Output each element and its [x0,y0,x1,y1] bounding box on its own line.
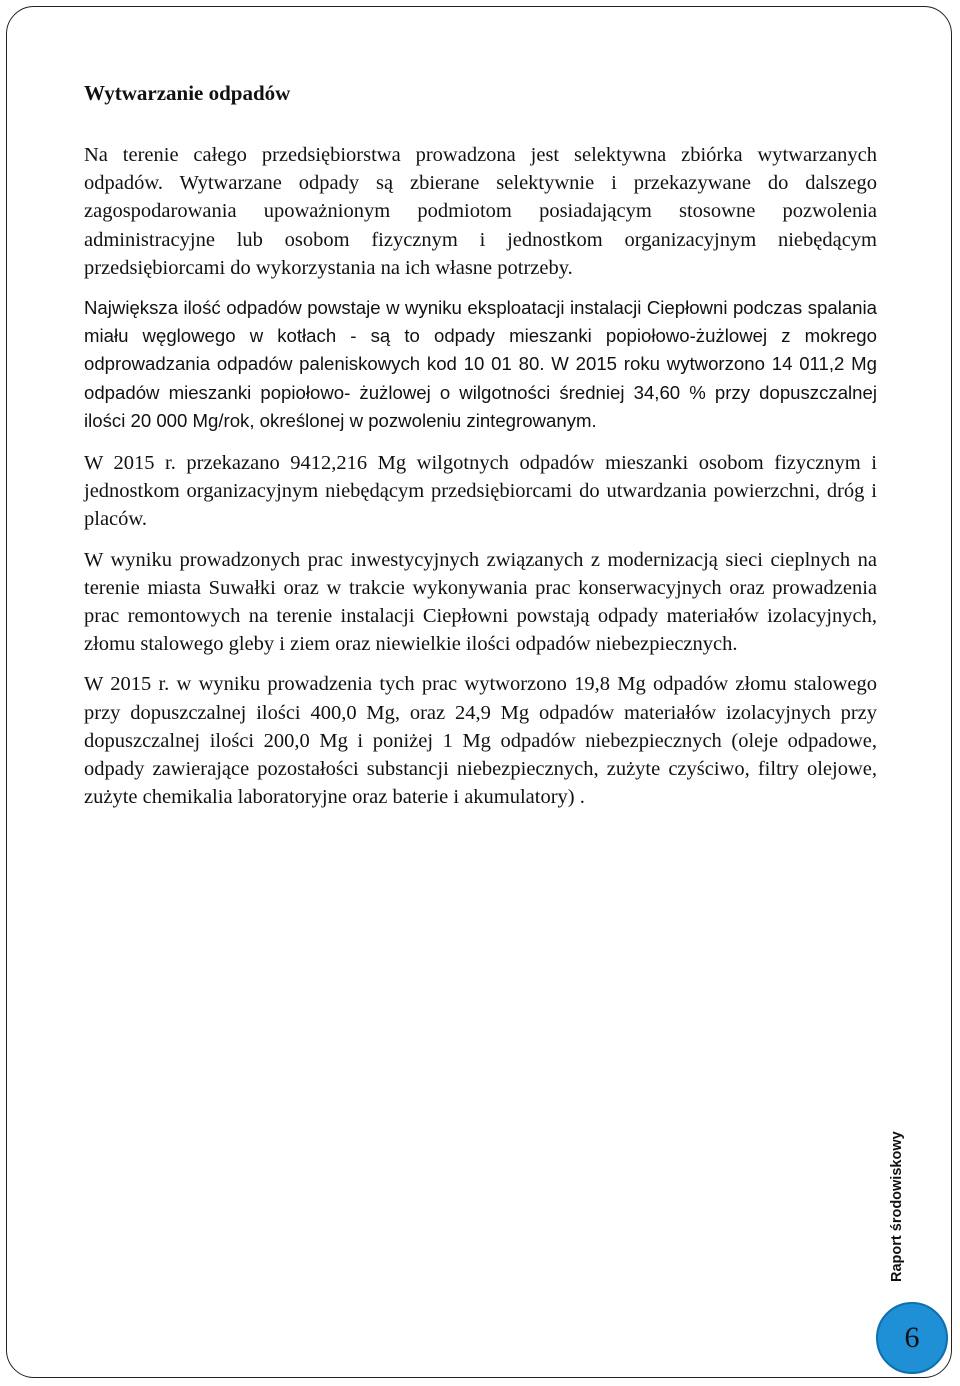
paragraph-investment-works: W wyniku prowadzonych prac inwestycyjnych związanych z modernizacją sieci cieplnych na terenie miasta Suwałki oraz w trakcie wykonywania prac konserwacyjnych oraz prowadzenia prac remontowych na terenie instalacji Ciepłowni powstają odpady materiałów izolacyjnych, złomu stalowego gleby i ziem oraz niewielkie ilości odpadów niebezpiecznych. [84,548,877,656]
paragraph-selective-collection: Na terenie całego przedsiębiorstwa prowadzona jest selektywna zbiórka wytwarzanych odpadów. Wytwarzane odpady są zbierane selektywnie i przekazywane do dalszego zagospodarowania upoważnionym podmiotom posiadającym stosowne pozwolenia administracyjne lub osobom fizycznym i jednostkom organizacyjnym niebędącym przedsiębiorcami do wykorzystania na ich własne potrzeby. [84,144,877,279]
side-label-text: Raport środowiskowy [889,1131,905,1282]
document-body [84,79,877,823]
paragraph-ash-waste: Największa ilość odpadów powstaje w wyniku eksploatacji instalacji Ciepłowni podczas spalania miału węglowego w kotłach - są to odpady mieszanki popiołowo-żużlowej z mokrego odprowadzania odpadów paleniskowych kod 10 01 80. W 2015 roku wytworzono 14 011,2 Mg odpadów mieszanki popiołowo- żużlowej o wilgotności średniej 34,60 % przy dopuszczalnej ilości 20 000 Mg/rok, określonej w pozwoleniu zintegrowanym. [84,297,877,431]
paragraph-2015-quantities: W 2015 r. w wyniku prowadzenia tych prac wytworzono 19,8 Mg odpadów złomu stalowego przy dopuszczalnej ilości 400,0 Mg, oraz 24,9 Mg odpadów materiałów izolacyjnych przy dopuszczalnej ilości 200,0 Mg i poniżej 1 Mg odpadów niebezpiecznych (oleje odpadowe, odpady zawierające pozostałości substancji niebezpiecznych, zużyte czyściwo, filtry olejowe, zużyte chemikalia laboratoryjne oraz baterie i akumulatory) . [84,673,877,809]
section-heading: Wytwarzanie odpadów [84,81,291,105]
page-number-badge [876,1302,948,1374]
page-number: 6 [904,1321,920,1354]
paragraph-transferred-waste: W 2015 r. przekazano 9412,216 Mg wilgotnych odpadów mieszanki osobom fizycznym i jednostkom organizacyjnym niebędącym przedsiębiorcami do utwardzania powierzchni, dróg i placów. [84,452,877,531]
